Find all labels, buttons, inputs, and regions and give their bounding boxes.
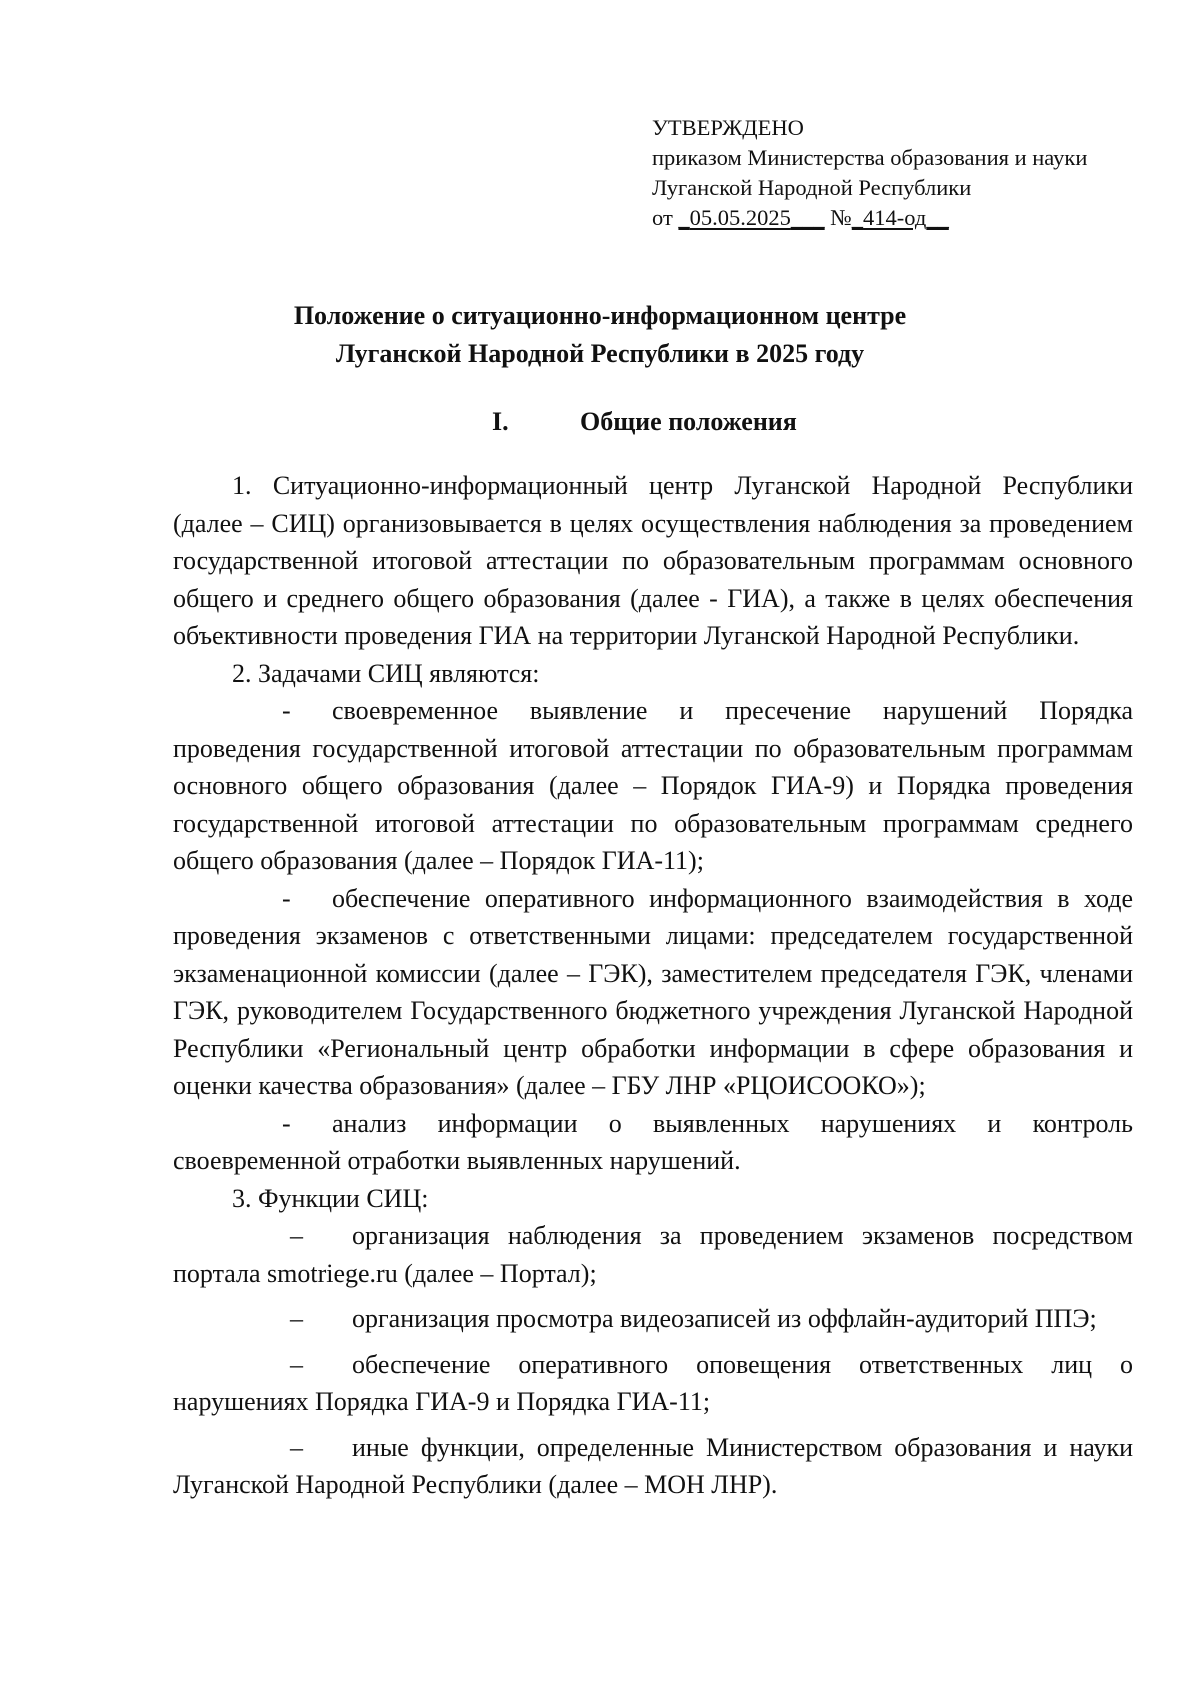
task-item-text: обеспечение оперативного информационного взаимодействия в ходе проведения экзаменов с ответственными лицами: председателем государственной экзаменационной комиссии (далее – ГЭК), заместителем председателя ГЭК, членами ГЭК, руководителем Государственного бюджетного учреждения Луганской Народной Республики «Региональный центр обработки информации в сфере образования и оценки качества образования» (далее – ГБУ ЛНР «РЦОИСООКО»); (173, 883, 1133, 1100)
list-dash: – (290, 1221, 303, 1250)
document-body (173, 467, 1133, 1504)
task-item (173, 692, 1133, 880)
list-dash: - (282, 1108, 291, 1138)
list-dash: - (282, 883, 291, 913)
approval-heading: УТВЕРЖДЕНО (652, 115, 804, 140)
task-item-text: анализ информации о выявленных нарушениях и контроль своевременной отработки выявленных нарушений. (173, 1108, 1133, 1175)
list-dash: - (282, 696, 291, 725)
approval-number: 414-од (863, 205, 927, 230)
function-item-text: организация наблюдения за проведением экзаменов посредством портала smotriege.ru (далее – Портал); (173, 1221, 1133, 1288)
approval-number-field: _414-од__ (851, 205, 949, 230)
task-item-text: своевременное выявление и пресечение нарушений Порядка проведения государственной итоговой аттестации по образовательным программам основного общего образования (далее – Порядок ГИА-9) и Порядка проведения государственной итоговой аттестации по образовательным программам среднего общего образования (далее – Порядок ГИА-11); (173, 696, 1133, 875)
approval-order-line: приказом Министерства образования и науки (652, 145, 1088, 170)
section-heading (0, 403, 1200, 441)
list-dash: – (290, 1349, 303, 1379)
function-item (173, 1300, 1133, 1338)
function-item (173, 1217, 1133, 1292)
approval-date-field: _05.05.2025___ (678, 205, 825, 230)
function-item-text: организация просмотра видеозаписей из оффлайн-аудиторий ППЭ; (352, 1304, 1097, 1333)
approval-republic-line: Луганской Народной Республики (652, 175, 972, 200)
title-line-2: Луганской Народной Республики в 2025 году (335, 339, 865, 368)
section-number: I. (492, 407, 509, 436)
paragraph-3: 3. Функции СИЦ: (232, 1183, 429, 1213)
function-item (173, 1346, 1133, 1421)
document-title (0, 297, 1200, 373)
approval-date-number-line (652, 203, 1087, 233)
paragraph-1: 1. Ситуационно-информационный центр Луганской Народной Республики (далее – СИЦ) организовывается в целях осуществления наблюдения за проведением государственной итоговой аттестации по образовательным программам основного общего и среднего общего образования (далее - ГИА), а также в целях обеспечения объективности проведения ГИА на территории Луганской Народной Республики. (173, 471, 1133, 650)
title-line-1: Положение о ситуационно-информационном центре (293, 301, 907, 330)
list-dash: – (290, 1432, 303, 1462)
approval-stamp (652, 113, 1087, 233)
approval-from-label: от (652, 205, 673, 230)
function-item-text: обеспечение оперативного оповещения ответственных лиц о нарушениях Порядка ГИА-9 и Порядка ГИА-11; (173, 1349, 1133, 1416)
task-item (173, 880, 1133, 1105)
function-item-text: иные функции, определенные Министерством образования и науки Луганской Народной Республики (далее – МОН ЛНР). (173, 1432, 1133, 1499)
list-dash: – (290, 1304, 303, 1333)
paragraph-2: 2. Задачами СИЦ являются: (232, 658, 540, 688)
task-item (173, 1105, 1133, 1180)
function-item (173, 1429, 1133, 1504)
approval-date: 05.05.2025 (689, 205, 791, 230)
section-name: Общие положения (580, 407, 797, 436)
approval-number-label: № (830, 205, 852, 230)
